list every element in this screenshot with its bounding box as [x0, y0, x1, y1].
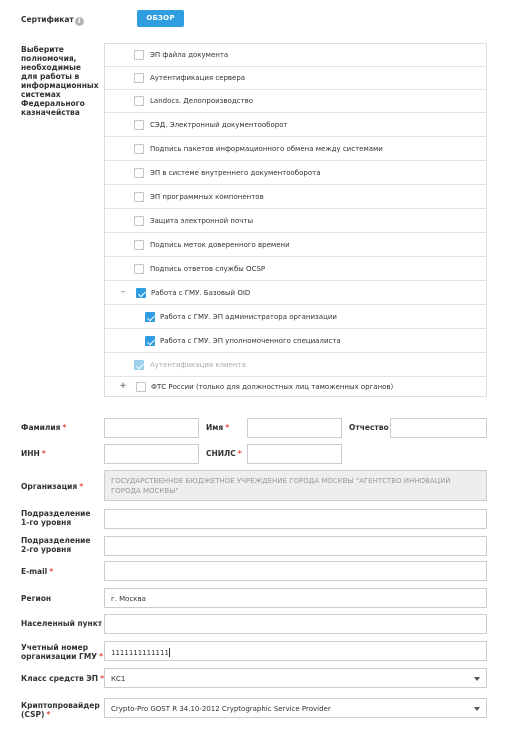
permission-row[interactable]	[105, 90, 486, 113]
required-mark: *	[62, 423, 67, 432]
permission-checkbox[interactable]	[134, 168, 144, 178]
permission-row[interactable]	[105, 186, 486, 209]
permission-row-fts[interactable]	[105, 376, 486, 399]
subdivision2-input[interactable]	[104, 536, 487, 556]
ep-class-select[interactable]	[104, 668, 487, 688]
permission-label: ЭП в системе внутреннего документооборота	[150, 169, 321, 177]
permission-checkbox-disabled	[134, 360, 144, 370]
subdivision1-input[interactable]	[104, 509, 487, 529]
snils-label	[206, 449, 242, 458]
chevron-down-icon	[474, 677, 480, 681]
required-mark: *	[100, 674, 105, 683]
permission-row[interactable]	[105, 258, 486, 281]
permission-label: Landocs. Делопроизводство	[150, 97, 253, 105]
permission-label: Работа с ГМУ. ЭП уполномоченного специалиста	[160, 337, 341, 345]
permission-row	[105, 354, 486, 377]
ep-class-label	[21, 674, 104, 683]
permission-label: Защита электронной почты	[150, 217, 253, 225]
csp-select[interactable]	[104, 698, 487, 718]
csp-label-text: Криптопровайдер (CSP)	[21, 701, 100, 719]
expand-toggle[interactable]: +	[119, 381, 127, 391]
email-label-text: E-mail	[21, 567, 48, 576]
ep-class-value: КС1	[111, 675, 126, 683]
permission-checkbox[interactable]	[136, 288, 146, 298]
permission-checkbox[interactable]	[134, 50, 144, 60]
chevron-down-icon	[474, 707, 480, 711]
required-mark: *	[46, 710, 51, 719]
certificate-label	[21, 15, 84, 26]
permission-label: ЭП программных компонентов	[150, 193, 264, 201]
permission-row[interactable]	[105, 138, 486, 161]
permission-checkbox[interactable]	[134, 96, 144, 106]
inn-label-text: ИНН	[21, 449, 40, 458]
gmu-number-label	[21, 643, 103, 661]
gmu-number-label-text: Учетный номер организации ГМУ	[21, 643, 98, 661]
locality-label: Населенный пункт	[21, 619, 103, 628]
permission-label: Работа с ГМУ. ЭП администратора организации	[160, 313, 337, 321]
required-mark: *	[225, 423, 230, 432]
text-caret	[169, 648, 170, 657]
region-label: Регион	[21, 594, 52, 603]
required-mark: *	[49, 567, 54, 576]
csp-label	[21, 701, 101, 719]
email-label	[21, 567, 53, 576]
subdivision1-label: Подразделение 1-го уровня	[21, 509, 91, 527]
permission-row[interactable]	[105, 162, 486, 185]
region-input[interactable]: г. Москва	[104, 588, 487, 608]
permission-row[interactable]	[105, 44, 486, 67]
permission-label: ЭП файла документа	[150, 51, 229, 59]
required-mark: *	[79, 482, 84, 491]
permission-label: Подпись пакетов информационного обмена между системами	[150, 145, 383, 153]
permission-label: Подпись ответов службы OCSP	[150, 265, 266, 273]
permission-checkbox[interactable]	[136, 382, 146, 392]
permissions-tree	[104, 43, 487, 397]
subdivision2-label: Подразделение 2-го уровня	[21, 536, 91, 554]
permission-row[interactable]	[105, 67, 486, 90]
permission-checkbox[interactable]	[145, 312, 155, 322]
email-input[interactable]	[104, 561, 487, 581]
permission-row[interactable]	[105, 210, 486, 233]
permission-checkbox[interactable]	[134, 144, 144, 154]
organization-field: ГОСУДАРСТВЕННОЕ БЮДЖЕТНОЕ УЧРЕЖДЕНИЕ ГОРОДА МОСКВЫ "АГЕНТСТВО ИННОВАЦИЙ ГОРОДА МОСКВЫ"	[104, 470, 487, 501]
name-input[interactable]	[247, 418, 342, 438]
gmu-number-input[interactable]	[104, 641, 487, 661]
organization-label	[21, 482, 83, 491]
required-mark: *	[41, 449, 46, 458]
permission-checkbox[interactable]	[134, 120, 144, 130]
surname-input[interactable]	[104, 418, 199, 438]
permission-label: СЭД. Электронный документооборот	[150, 121, 288, 129]
permission-label: Подпись меток доверенного времени	[150, 241, 290, 249]
name-label-text: Имя	[206, 423, 224, 432]
collapse-toggle[interactable]: –	[120, 287, 126, 297]
browse-button[interactable]: ОБЗОР	[137, 10, 184, 27]
required-mark: *	[99, 652, 103, 661]
permission-label: Аутентификация сервера	[150, 74, 246, 82]
ep-class-label-text: Класс средств ЭП	[21, 674, 99, 683]
permission-checkbox[interactable]	[134, 192, 144, 202]
permission-checkbox[interactable]	[134, 240, 144, 250]
permission-checkbox[interactable]	[134, 264, 144, 274]
permission-checkbox[interactable]	[134, 73, 144, 83]
permission-label: Работа с ГМУ. Базовый OID	[151, 289, 251, 297]
inn-label	[21, 449, 46, 458]
permission-row[interactable]	[105, 114, 486, 137]
name-label	[206, 423, 229, 432]
permission-label: Аутентификация клиента	[150, 361, 246, 369]
gmu-number-value: 1111111111111	[111, 649, 169, 657]
csp-value: Crypto-Pro GOST R 34.10-2012 Cryptographic Service Provider	[111, 705, 331, 713]
locality-input[interactable]	[104, 614, 487, 634]
permission-label: ФТС России (только для должностных лиц таможенных органов)	[151, 383, 394, 391]
snils-label-text: СНИЛС	[206, 449, 236, 458]
required-mark: *	[237, 449, 242, 458]
permission-row[interactable]	[105, 306, 486, 329]
info-icon[interactable]: i	[75, 17, 84, 26]
surname-label	[21, 423, 66, 432]
snils-input[interactable]	[247, 444, 342, 464]
patronymic-input[interactable]	[390, 418, 487, 438]
surname-label-text: Фамилия	[21, 423, 61, 432]
permissions-label: Выберите полномочия, необходимые для работы в информационных системах Федерального казначейства	[21, 45, 99, 117]
permission-row[interactable]	[105, 234, 486, 257]
organization-label-text: Организация	[21, 482, 78, 491]
inn-input[interactable]	[104, 444, 199, 464]
certificate-label-text: Сертификат	[21, 15, 74, 24]
permission-row-gmu[interactable]	[105, 282, 486, 305]
permission-row[interactable]	[105, 330, 486, 353]
patronymic-label: Отчество	[349, 423, 389, 432]
permission-checkbox[interactable]	[134, 216, 144, 226]
permission-checkbox[interactable]	[145, 336, 155, 346]
